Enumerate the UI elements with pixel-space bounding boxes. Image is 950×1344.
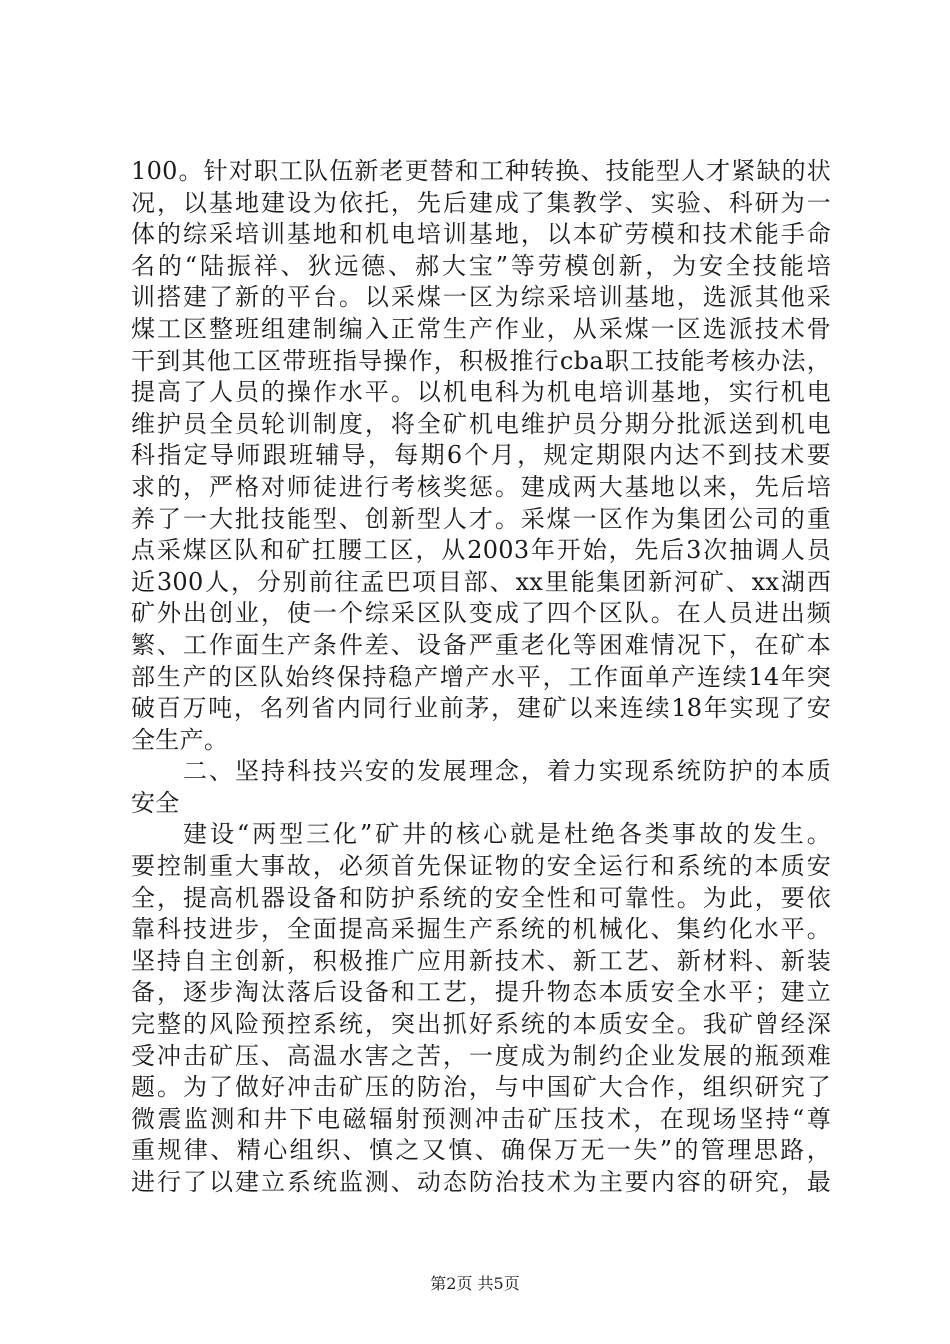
text-line: 坚持自主创新，积极推广应用新技术、新工艺、新材料、新装	[131, 946, 831, 975]
text-line: 维护员全员轮训制度，将全矿机电维护员分期分批派送到机电	[131, 409, 831, 438]
section-heading-line: 二、坚持科技兴安的发展理念，着力实现系统防护的本质	[183, 757, 831, 786]
text-line: 进行了以建立系统监测、动态防治技术为主要内容的研究，最	[131, 1168, 831, 1196]
text-line: 点采煤区队和矿扛腰工区，从2003年开始，先后3次抽调人员	[131, 536, 831, 565]
section-heading-end-line: 安全	[131, 788, 180, 817]
text-line: 求的，严格对师徒进行考核奖惩。建成两大基地以来，先后培	[131, 472, 831, 501]
text-line: 微震监测和井下电磁辐射预测冲击矿压技术，在现场坚持“尊	[131, 1104, 831, 1133]
text-line: 养了一大批技能型、创新型人才。采煤一区作为集团公司的重	[131, 504, 831, 533]
text-line: 备，逐步淘汰落后设备和工艺，提升物态本质安全水平；建立	[131, 978, 831, 1007]
text-line: 繁、工作面生产条件差、设备严重老化等困难情况下，在矿本	[131, 630, 831, 659]
text-line: 完整的风险预控系统，突出抓好系统的本质安全。我矿曾经深	[131, 1010, 831, 1039]
text-line: 100。针对职工队伍新老更替和工种转换、技能型人才紧缺的状	[131, 157, 831, 185]
text-line: 受冲击矿压、高温水害之苦，一度成为制约企业发展的瓶颈难	[131, 1041, 831, 1070]
body-text	[131, 156, 831, 1199]
text-line: 训搭建了新的平台。以采煤一区为综采培训基地，选派其他采	[131, 283, 831, 312]
text-line: 要控制重大事故，必须首先保证物的安全运行和系统的本质安	[131, 852, 831, 881]
paragraph-start-line: 建设“两型三化”矿井的核心就是杜绝各类事故的发生。	[183, 820, 831, 849]
text-line: 科指定导师跟班辅导，每期6个月，规定期限内达不到技术要	[131, 441, 831, 470]
text-line: 干到其他工区带班指导操作，积极推行cba职工技能考核办法，	[131, 346, 831, 375]
text-line: 破百万吨，名列省内同行业前茅，建矿以来连续18年实现了安	[131, 694, 831, 723]
text-line: 体的综采培训基地和机电培训基地，以本矿劳模和技术能手命	[131, 220, 831, 249]
text-line: 提高了人员的操作水平。以机电科为机电培训基地，实行机电	[131, 378, 831, 407]
text-line: 近300人，分别前往孟巴项目部、xx里能集团新河矿、xx湖西	[131, 567, 831, 596]
page-footer: 第2页 共5页	[430, 1274, 520, 1293]
text-line: 况，以基地建设为依托，先后建成了集教学、实验、科研为一	[131, 188, 831, 217]
text-line: 矿外出创业，使一个综采区队变成了四个区队。在人员进出频	[131, 599, 831, 628]
text-line: 部生产的区队始终保持稳产增产水平，工作面单产连续14年突	[131, 662, 831, 691]
text-line: 题。为了做好冲击矿压的防治，与中国矿大合作，组织研究了	[131, 1073, 831, 1102]
text-line: 名的“陆振祥、狄远德、郝大宝”等劳模创新，为安全技能培	[131, 251, 831, 280]
text-line: 煤工区整班组建制编入正常生产作业，从采煤一区选派技术骨	[131, 314, 831, 343]
text-line: 靠科技进步，全面提高采掘生产系统的机械化、集约化水平。	[131, 915, 831, 944]
text-line: 重规律、精心组织、慎之又慎、确保万无一失”的管理思路，	[131, 1136, 831, 1165]
paragraph-end-line: 全生产。	[131, 725, 229, 754]
text-line: 全，提高机器设备和防护系统的安全性和可靠性。为此，要依	[131, 883, 831, 912]
